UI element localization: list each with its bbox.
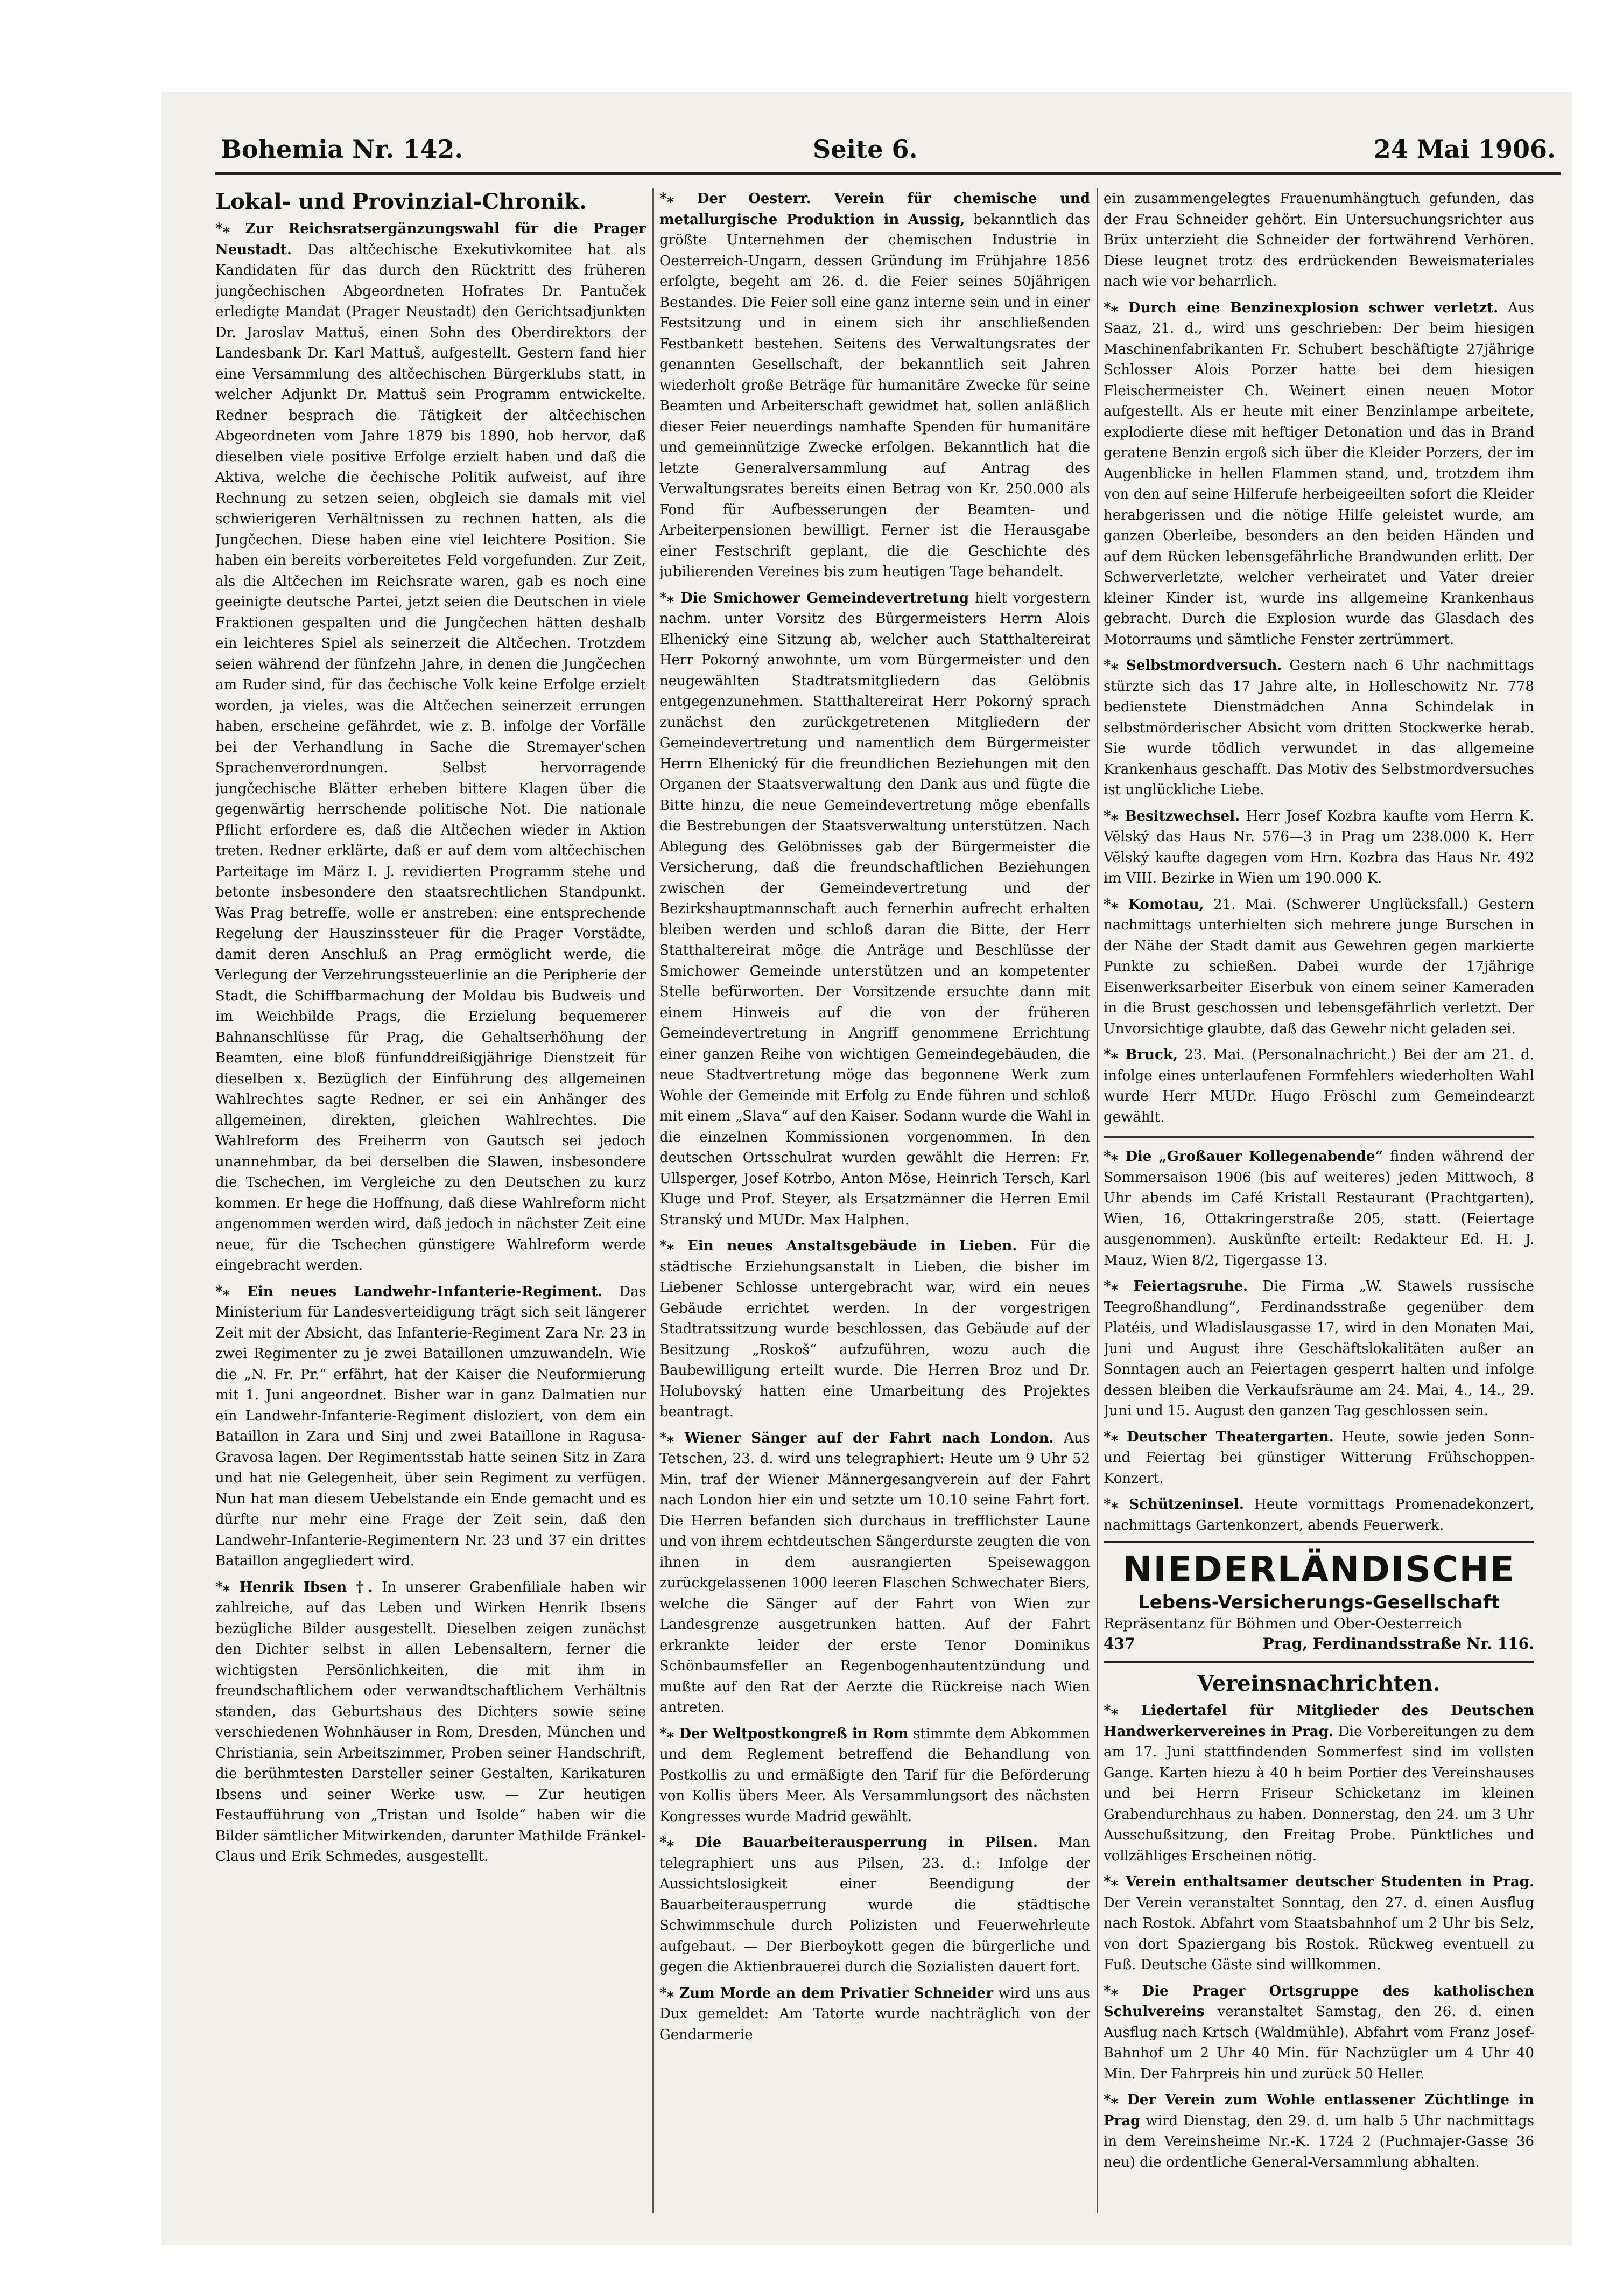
section-title: Vereinsnachrichten.: [1197, 1671, 1441, 1696]
article-heading: Der Weltpostkongreß in Rom: [679, 1725, 909, 1742]
article-heading: Ein neues Landwehr-Infanterie-Regiment.: [247, 1283, 603, 1300]
article-heading: Die Bauarbeiterausperrung in Pilsen.: [695, 1835, 1038, 1851]
column-1: [215, 188, 646, 2224]
issue-date: 24 Mai 1906.: [1373, 135, 1556, 164]
article: *⁎ Besitzwechsel. Herr Josef Kozbra kaufte vom Herrn K. Vělský das Haus Nr. 576—3 in Prag um 238.000 K. Herr Vělský kaufte dagegen vom Hrn. Kozbra das Haus Nr. 492 im VIII. Bezirke in Wien um 190.000 K.: [1104, 808, 1534, 886]
article-heading: Bruck,: [1125, 1047, 1178, 1063]
article-body: bekanntlich das größte Unternehmen der chemischen Industrie in Oesterreich-Ungarn, dessen Gründung im Frühjahre 1856 erfolgte, begeht am 26. d. die Feier seines 50jährigen Bestandes. Die Feier soll eine ganz interne sein und in einer Festsitzung und in einem sich ihr anschließenden Festbankett bestehen. Seitens des Verwaltungsrates der genannten Gesellschaft, der bekanntlich seit Jahren wiederholt große Beträge für humanitäre Zwecke für seine Beamten und Arbeiterschaft gewidmet hat, sollen anläßlich dieser Feier neuerdings namhafte Spenden für humanitäre und gemeinnützige Zwecke erfolgen. Bekanntlich hat die letzte Generalversammlung auf Antrag des Verwaltungsrates bereits einen Betrag von Kr. 250.000 als Fond für Aufbesserungen der Beamten- und Arbeiterpensionen bewilligt. Ferner ist die Herausgabe einer Festschrift geplant, die die Geschichte des jubilierenden Vereines bis zum heutigen Tage behandelt.: [659, 211, 1090, 580]
ad-company-name: NIEDERLÄNDISCHE: [1122, 1549, 1515, 1590]
ad-address: Prag, Ferdinandsstraße Nr. 116.: [1262, 1635, 1534, 1653]
club-notice: *⁎ Die Prager Ortsgruppe des katholischen Schulvereins veranstaltet Samstag, den 26. d. einen Ausflug nach Krtsch (Waldmühle). Abfahrt vom Franz Josef-Bahnhof um 2 Uhr 40 Min. für Nachzügler um 4 Uhr 40 Min. Der Fahrpreis hin und zurück 50 Heller.: [1104, 1983, 1534, 2082]
ad-subtitle: Lebens-Versicherungs-Gesellschaft: [1138, 1592, 1500, 1613]
notice: *⁎ Die „Großauer Kollegenabende“ finden während der Sommersaison 1906 (bis auf weiteres) jeden Mittwoch, 8 Uhr abends im Café Kristall Restaurant (Prachtgarten), Wien, 16, Ottakringerstraße 205, statt. (Feiertage ausgenommen). Auskünfte erteilt: Redakteur Ed. H. J. Mauz, Wien 8/2, Tigergasse 13.: [1104, 1149, 1534, 1269]
club-notice-body: wird Dienstag, den 29. d. um halb 5 Uhr nachmittags in dem Vereinsheime Nr.-K. 1724 2 (Puchmajer-Gasse 36 neu) die ordentliche General-Versammlung abhalten.: [1104, 2112, 1534, 2171]
column-3: [1104, 188, 1534, 2224]
club-notice-body: Die Vorbereitungen zu dem am 17. Juni stattfindenden Sommerfest sind im vollsten Gange. Karten hiezu à 40 h beim Portier des Vereinshauses und bei Herrn Friseur Schicketanz im kleinen Grabendurchhaus zu haben. Donnerstag, den 24. um 3 Uhr Ausschußsitzung, den Freitag Probe. Pünktliches und vollzähliges Erscheinen nötig.: [1104, 1723, 1534, 1864]
notice: *⁎ Schützeninsel. Heute vormittags Promenadekonzert, nachmittags Gartenkonzert, abends Feuerwerk.: [1104, 1496, 1534, 1534]
club-notice-body: Der Verein veranstaltet Sonntag, den 27. d. einen Ausflug nach Rostok. Abfahrt vom Staatsbahnhof um 2 Uhr bis Selz, von dort Spaziergang bis Rostok. Rückweg eventuell zu Fuß. Deutsche Gäste sind willkommen.: [1104, 1894, 1534, 1973]
article-heading: Wiener Sänger auf der Fahrt nach London.: [684, 1430, 1054, 1446]
article-body: wird uns aus Dux gemeldet: Am Tatorte wurde nachträglich von der Gendarmerie: [659, 1985, 1090, 2043]
header-rule: [215, 172, 1561, 175]
club-notice-heading: Die Prager Ortsgruppe des katholischen Schulvereins: [1104, 1983, 1534, 2020]
article-heading: Ein neues Anstaltsgebäude in Lieben.: [687, 1238, 1017, 1254]
article-continuation: [1104, 188, 1534, 292]
notice-heading: Schützeninsel.: [1129, 1496, 1244, 1513]
article-body: Das Ministerium für Landesverteidigung trägt sich seit längerer Zeit mit der Absicht, das Infanterie-Regiment Zara Nr. 23 in zwei Regimenter zu je zwei Bataillonen umzuwandeln. Wie die „N. Fr. Pr.“ erfährt, hat der Kaiser die Neuformierung mit 1. Juni angeordnet. Bisher war in ganz Dalmatien nur ein Landwehr-Infanterie-Regiment disloziert, von dem ein Bataillon in Zara und Sinj und zwei Bataillone in Ragusa-Gravosa lagen. Der Regimentsstab hatte seinen Sitz in Zara und hat nie Gelegenheit, über sein Regiment zu verfügen. Nun hat man diesem Uebelstande ein Ende gemacht und es dürfte nur mehr eine Frage der Zeit sein, daß den Landwehr-Infanterie-Regimentern Nr. 23 und 37 ein drittes Bataillon angegliedert wird.: [215, 1283, 646, 1569]
article-heading: Besitzwechsel.: [1125, 808, 1240, 824]
notice-body: Heute vormittags Promenadekonzert, nachmittags Gartenkonzert, abends Feuerwerk.: [1104, 1496, 1534, 1534]
article: *⁎ Bruck, 23. Mai. (Personalnachricht.) Bei der am 21. d. infolge eines unterlaufenen Formfehlers wiederholten Wahl wurde Herr MUDr. Hugo Fröschl zum Gemeindearzt gewählt.: [1104, 1047, 1534, 1125]
article-heading: Zum Morde an dem Privatier Schneider: [679, 1985, 994, 2001]
article-heading: Durch eine Benzinexplosion schwer verletzt.: [1128, 299, 1499, 316]
club-notice: *⁎ Verein enthaltsamer deutscher Studenten in Prag. Der Verein veranstaltet Sonntag, den 27. d. einen Ausflug nach Rostok. Abfahrt vom Staatsbahnhof um 2 Uhr bis Selz, von dort Spaziergang bis Rostok. Rückweg eventuell zu Fuß. Deutsche Gäste sind willkommen.: [1104, 1874, 1534, 1973]
separator-rule: [1104, 1136, 1534, 1138]
article-heading: Die Smichower Gemeindevertretung: [680, 590, 969, 606]
page-number: Seite 6.: [813, 135, 918, 164]
article-heading: Henrik Ibsen †.: [239, 1579, 373, 1595]
article-body: 21. Mai. (Schwerer Unglücksfall.) Gestern nachmittags unterhielten sich mehrere junge Burschen in der Nähe der Stadt damit aus Gewehren gegen markierte Punkte zu schießen. Dabei wurde der 17jährige Eisenwerksarbeiter Eiserbuk von einem seiner Kameraden in die Brust geschossen und lebensgefährlich verletzt. Der Unvorsichtige glaubte, daß das Gewehr nicht geladen sei.: [1104, 896, 1534, 1037]
notice-body: Heute, sowie jeden Sonn- und Feiertag bei günstiger Witterung Frühschoppen-Konzert.: [1104, 1429, 1534, 1487]
article: *⁎ Ein neues Anstaltsgebäude in Lieben. Für die städtische Erziehungsanstalt in Lieben, die bisher im Liebener Schlosse untergebracht war, wird ein neues Gebäude errichtet werden. In der vorgestrigen Stadtratssitzung wurde beschlossen, das Gebäude auf der Besitzung „Roskoš“ aufzuführen, wozu auch die Baubewilligung erteilt wurde. Die Herren Broz und Dr. Holubovský hatten eine Umarbeitung des Projektes beantragt.: [659, 1238, 1090, 1420]
notice: *⁎ Deutscher Theatergarten. Heute, sowie jeden Sonn- und Feiertag bei günstiger Witterung Frühschoppen-Konzert.: [1104, 1429, 1534, 1487]
article-body: stimmte dem Abkommen und dem Reglement betreffend die Behandlung von Postkollis zu und ermäßigte den Tarif für die Beförderung von Kollis übers Meer. Als Versammlungsort des nächsten Kongresses wurde Madrid gewählt.: [659, 1725, 1090, 1825]
article-body: Aus Tetschen, 23. d. wird uns telegraphiert: Heute um 9 Uhr 52 Min. traf der Wiener Männergesangverein auf der Fahrt nach London hier ein und setzte um 10.10 seine Fahrt fort. Die Herren befanden sich durchaus in trefflichster Laune und von ihrem echtdeutschen Sängerdurste zeugten die von ihnen in dem ausrangierten Speisewaggon zurückgelassenen 1000 leeren Flaschen Schwechater Biers, welche die Sänger auf der Fahrt von Wien zur Landesgrenze ausgetrunken hatten. Auf der Fahrt erkrankte leider der erste Tenor Dominikus Schönbaumsfeller an Regenbogenhautentzündung und mußte auf den Rat der Aerzte die Rückreise nach Wien antreten.: [659, 1430, 1090, 1716]
ad-representation: Repräsentanz für Böhmen und Ober-Oesterreich: [1104, 1615, 1463, 1632]
article-heading: Zur Reichsratsergänzungswahl für die Prager Neustadt.: [215, 221, 646, 258]
notice-body: finden während der Sommersaison 1906 (bis auf weiteres) jeden Mittwoch, 8 Uhr abends im Café Kristall Restaurant (Prachtgarten), Wien, 16, Ottakringerstraße 205, statt. (Feiertage ausgenommen). Auskünfte erteilt: Redakteur Ed. H. J. Mauz, Wien 8/2, Tigergasse 13.: [1104, 1149, 1534, 1269]
article-body: Das altčechische Exekutivkomitee hat als Kandidaten für das durch den Rücktritt des früheren jungčechischen Abgeordneten Hofrates Dr. Pantuček erledigte Mandat (Prager Neustadt) den Gerichtsadjunkten Dr. Jaroslav Mattuš, einen Sohn des Oberdirektors der Landesbank Dr. Karl Mattuš, aufgestellt. Gestern fand hier eine Versammlung des altčechischen Bürgerklubs statt, in welcher Adjunkt Dr. Mattuš sein Programm entwickelte. Redner besprach die Tätigkeit der altčechischen Abgeordneten vom Jahre 1879 bis 1890, hob hervor, daß dieselben viele positive Erfolge erzielt haben und daß die Aktiva, welche die čechische Politik aufweist, auf ihre Rechnung zu setzen seien, obgleich sie damals mit viel schwierigeren Verhältnissen zu rechnen hatten, als die Jungčechen. Diese haben eine viel leichtere Position. Sie haben ein bereits vorbereitetes Feld vorgefunden. Zur Zeit, als die Altčechen im Reichsrate waren, gab es noch eine geeinigte deutsche Partei, jetzt seien die Deutschen in viele Fraktionen gespalten und die Jungčechen hätten deshalb ein leichteres Spiel als seinerzeit die Altčechen. Trotzdem seien während der fünfzehn Jahre, in denen die Jungčechen am Ruder sind, für das čechische Volk keine Erfolge erzielt worden, ja vieles, was die Altčechen seinerzeit errungen haben, erscheine gefährdet, wie z. B. infolge der Vorfälle bei der Verhandlung in Sache die Stremayer'schen Sprachenverordnungen. Selbst hervorragende jungčechische Blätter erheben bittere Klagen über die gegenwärtig herrschende politische Not. Die nationale Pflicht erfordere es, daß die Altčechen wieder in Aktion treten. Redner erklärte, daß er auf dem vom altčechischen Parteitage im März I. J. revidierten Programm stehe und betonte insbesondere den staatsrechtlichen Standpunkt. Was Prag betreffe, wolle er anstreben: eine entsprechende Regelung der Hauszinssteuer für die Prager Vorstädte, damit deren Anschluß an Prag ermöglicht werde, die Verlegung der Verzehrungssteuerlinie an die Peripherie der Stadt, die Schiffbarmachung der Moldau bis Budweis und im Weichbilde Prags, die Erzielung bequemerer Bahnanschlüsse für Prag, die Gehaltserhöhung der Beamten, eine bloß fünfunddreißigjährige Dienstzeit für dieselben x. Bezüglich der Einführung des allgemeinen Wahlrechtes sagte Redner, er sei ein Anhänger des allgemeinen, direkten, gleichen Wahlrechtes. Die Wahlreform des Freiherrn von Gautsch sei jedoch unannehmbar, da bei derselben die Slawen, insbesondere die Tschechen, im Vergleiche zu den Deutschen zu kurz kommen. Er hege die Hoffnung, daß diese Wahlreform nicht angenommen werden wird, daß jedoch in nächster Zeit eine neue, für die Tschechen günstigere Wahlreform werde eingebracht werden.: [215, 241, 646, 1273]
article: *⁎ Komotau, 21. Mai. (Schwerer Unglücksfall.) Gestern nachmittags unterhielten sich mehrere junge Burschen in der Nähe der Stadt damit aus Gewehren gegen markierte Punkte zu schießen. Dabei wurde der 17jährige Eisenwerksarbeiter Eiserbuk von einem seiner Kameraden in die Brust geschossen und lebensgefährlich verletzt. Der Unvorsichtige glaubte, daß das Gewehr nicht geladen sei.: [1104, 896, 1534, 1037]
article: *⁎ Ein neues Landwehr-Infanterie-Regiment. Das Ministerium für Landesverteidigung trägt sich seit längerer Zeit mit der Absicht, das Infanterie-Regiment Zara Nr. 23 in zwei Regimenter zu je zwei Bataillonen umzuwandeln. Wie die „N. Fr. Pr.“ erfährt, hat der Kaiser die Neuformierung mit 1. Juni angeordnet. Bisher war in ganz Dalmatien nur ein Landwehr-Infanterie-Regiment disloziert, von dem ein Bataillon in Zara und Sinj und zwei Bataillone in Ragusa-Gravosa lagen. Der Regimentsstab hatte seinen Sitz in Zara und hat nie Gelegenheit, über sein Regiment zu verfügen. Nun hat man diesem Uebelstande ein Ende gemacht und es dürfte nur mehr eine Frage der Zeit sein, daß den Landwehr-Infanterie-Regimentern Nr. 23 und 37 ein drittes Bataillon angegliedert wird.: [215, 1283, 646, 1569]
article-body: Aus Saaz, 21. d., wird uns geschrieben: Der beim hiesigen Maschinenfabrikanten Fr. Schubert beschäftigte 27jährige Schlosser Alois Porzer hatte bei dem hiesigen Fleischermeister Ch. Weinert einen neuen Motor aufgestellt. Als er heute mit einer Benzinlampe arbeitete, explodierte diese mit heftiger Detonation und das in Brand geratene Benzin ergoß sich über die Kleider Porzers, der im Augenblicke in hellen Flammen stand, und, trotzdem ihm von den auf seine Hilferufe herbeigeeilten sofort die Kleider herabgerissen und die nötige Hilfe geleistet wurde, am ganzen Oberleibe, besonders an den beiden Händen und auf dem Rücken lebensgefährliche Brandwunden erlitt. Der Schwerverletzte, welcher verheiratet und Vater dreier kleiner Kinder ist, wurde ins allgemeine Krankenhaus gebracht. Durch die Explosion wurde das Glasdach des Motorraums und sämtliche Fenster zertrümmert.: [1104, 299, 1534, 648]
club-notice: *⁎ Liedertafel für Mitglieder des Deutschen Handwerkervereines in Prag. Die Vorbereitungen zu dem am 17. Juni stattfindenden Sommerfest sind im vollsten Gange. Karten hiezu à 40 h beim Portier des Vereinshauses und bei Herrn Friseur Schicketanz im kleinen Grabendurchhaus zu haben. Donnerstag, den 24. um 3 Uhr Ausschußsitzung, den Freitag Probe. Pünktliches und vollzähliges Erscheinen nötig.: [1104, 1703, 1534, 1864]
article-body: hielt vorgestern nachm. unter Vorsitz des Bürgermeisters Herrn Alois Elhenický eine Sitzung ab, welcher auch Statthaltereirat Herr Pokorný anwohnte, um vom Bürgermeister und den neugewählten Stadtratsmitgliedern das Gelöbnis entgegenzunehmen. Statthaltereirat Herr Pokorný sprach zunächst den zurückgetretenen Mitgliedern der Gemeindevertretung und namentlich dem Bürgermeister Herrn Elhenický für die freundlichen Beziehungen mit den Organen der Staatsverwaltung den Dank aus und fügte die Bitte hinzu, die neue Gemeindevertretung möge ebenfalls die Bestrebungen der Staatsverwaltung unterstützen. Nach Ablegung des Gelöbnisses gab der Bürgermeister die Versicherung, daß die freundschaftlichen Beziehungen zwischen der Gemeindevertretung und der Bezirkshauptmannschaft auch fernerhin aufrecht erhalten bleiben werden und schloß daran die Bitte, der Herr Statthaltereirat möge die Anträge und Beschlüsse der Smichower Gemeinde unterstützen und an kompetenter Stelle befürworten. Der Vorsitzende ersuchte dann mit einem Hinweis auf die von der früheren Gemeindevertretung in Angriff genommene Errichtung einer ganzen Reihe von wichtigen Gemeindegebäuden, die neue Stadtvertretung möge das begonnene Werk zum Wohle der Gemeinde mit Erfolg zu Ende führen und schloß mit einem „Slava“ auf den Kaiser. Sodann wurde die Wahl in die einzelnen Kommissionen vorgenommen. In den deutschen Ortsschulrat wurden gewählt die Herren: Fr. Ullsperger, Josef Kotrbo, Anton Möse, Heinrich Tersch, Karl Kluge und Prof. Steyer, als Ersatzmänner die Herren Emil Stranský und MUDr. Max Halphen.: [659, 590, 1090, 1228]
article: *⁎ Zur Reichsratsergänzungswahl für die Prager Neustadt. Das altčechische Exekutivkomitee hat als Kandidaten für das durch den Rücktritt des früheren jungčechischen Abgeordneten Hofrates Dr. Pantuček erledigte Mandat (Prager Neustadt) den Gerichtsadjunkten Dr. Jaroslav Mattuš, einen Sohn des Oberdirektors der Landesbank Dr. Karl Mattuš, aufgestellt. Gestern fand hier eine Versammlung des altčechischen Bürgerklubs statt, in welcher Adjunkt Dr. Mattuš sein Programm entwickelte. Redner besprach die Tätigkeit der altčechischen Abgeordneten vom Jahre 1879 bis 1890, hob hervor, daß dieselben viele positive Erfolge erzielt haben und daß die Aktiva, welche die čechische Politik aufweist, auf ihre Rechnung zu setzen seien, obgleich sie damals mit viel schwierigeren Verhältnissen zu rechnen hatten, als die Jungčechen. Diese haben eine viel leichtere Position. Sie haben ein bereits vorbereitetes Feld vorgefunden. Zur Zeit, als die Altčechen im Reichsrate waren, gab es noch eine geeinigte deutsche Partei, jetzt seien die Deutschen in viele Fraktionen gespalten und die Jungčechen hätten deshalb ein leichteres Spiel als seinerzeit die Altčechen. Trotzdem seien während der fünfzehn Jahre, in denen die Jungčechen am Ruder sind, für das čechische Volk keine Erfolge erzielt worden, ja vieles, was die Altčechen seinerzeit errungen haben, erscheine gefährdet, wie z. B. infolge der Vorfälle bei der Verhandlung in Sache die Stremayer'schen Sprachenverordnungen. Selbst hervorragende jungčechische Blätter erheben bittere Klagen über die gegenwärtig herrschende politische Not. Die nationale Pflicht erfordere es, daß die Altčechen wieder in Aktion treten. Redner erklärte, daß er auf dem vom altčechischen Parteitage im März I. J. revidierten Programm stehe und betonte insbesondere den staatsrechtlichen Standpunkt. Was Prag betreffe, wolle er anstreben: eine entsprechende Regelung der Hauszinssteuer für die Prager Vorstädte, damit deren Anschluß an Prag ermöglicht werde, die Verlegung der Verzehrungssteuerlinie an die Peripherie der Stadt, die Schiffbarmachung der Moldau bis Budweis und im Weichbilde Prags, die Erzielung bequemerer Bahnanschlüsse für Prag, die Gehaltserhöhung der Beamten, eine bloß fünfunddreißigjährige Dienstzeit für dieselben x. Bezüglich der Einführung des allgemeinen Wahlrechtes sagte Redner, er sei ein Anhänger des allgemeinen, direkten, gleichen Wahlrechtes. Die Wahlreform des Freiherrn von Gautsch sei jedoch unannehmbar, da bei derselben die Slawen, insbesondere die Tschechen, im Vergleiche zu den Deutschen zu kurz kommen. Er hege die Hoffnung, daß diese Wahlreform nicht angenommen werden wird, daß jedoch in nächster Zeit eine neue, für die Tschechen günstigere Wahlreform werde eingebracht werden.: [215, 221, 646, 1273]
article: *⁎ Der Oesterr. Verein für chemische und metallurgische Produktion in Aussig, bekanntlich das größte Unternehmen der chemischen Industrie in Oesterreich-Ungarn, dessen Gründung im Frühjahre 1856 erfolgte, begeht am 26. d. die Feier seines 50jährigen Bestandes. Die Feier soll eine ganz interne sein und in einer Festsitzung und in einem sich ihr anschließenden Festbankett bestehen. Seitens des Verwaltungsrates der genannten Gesellschaft, der bekanntlich seit Jahren wiederholt große Beträge für humanitäre Zwecke für seine Beamten und Arbeiterschaft gewidmet hat, sollen anläßlich dieser Feier neuerdings namhafte Spenden für humanitäre und gemeinnützige Zwecke erfolgen. Bekanntlich hat die letzte Generalversammlung auf Antrag des Verwaltungsrates bereits einen Betrag von Kr. 250.000 als Fond für Aufbesserungen der Beamten- und Arbeiterpensionen bewilligt. Ferner ist die Herausgabe einer Festschrift geplant, die die Geschichte des jubilierenden Vereines bis zum heutigen Tage behandelt.: [659, 191, 1090, 580]
article-body: Man telegraphiert uns aus Pilsen, 23. d.: Infolge der Aussichtslosigkeit einer Beendigung der Bauarbeiterausperrung wurde die städtische Schwimmschule durch Polizisten und Feuerwehrleute aufgebaut. — Der Bierboykott gegen die bürgerliche und gegen die Aktienbrauerei durch die Sozialisten dauert fort.: [659, 1835, 1090, 1975]
article-body: Herr Josef Kozbra kaufte vom Herrn K. Vělský das Haus Nr. 576—3 in Prag um 238.000 K. Herr Vělský kaufte dagegen vom Hrn. Kozbra das Haus Nr. 492 im VIII. Bezirke in Wien um 190.000 K.: [1104, 808, 1534, 886]
notice-body: Die Firma „W. Stawels russische Teegroßhandlung“, Ferdinandsstraße gegenüber dem Platéis, und Wladislausgasse 17, wird in den Monaten Mai, Juni und August ihre Geschäftslokalitäten außer an Sonntagen auch an Feiertagen gesperrt halten und infolge dessen bleiben die Verkaufsräume am 24. Mai, 4., 14., 29. Juni und 15. August den ganzen Tag geschlossen sein.: [1104, 1278, 1534, 1419]
page-header: [221, 135, 1556, 183]
section-title: Lokal- und Provinzial-Chronik.: [215, 189, 587, 214]
column-divider: [1097, 188, 1098, 2213]
article: *⁎ Durch eine Benzinexplosion schwer verletzt. Aus Saaz, 21. d., wird uns geschrieben: Der beim hiesigen Maschinenfabrikanten Fr. Schubert beschäftigte 27jährige Schlosser Alois Porzer hatte bei dem hiesigen Fleischermeister Ch. Weinert einen neuen Motor aufgestellt. Als er heute mit einer Benzinlampe arbeitete, explodierte diese mit heftiger Detonation und das in Brand geratene Benzin ergoß sich über die Kleider Porzers, der im Augenblicke in hellen Flammen stand, und, trotzdem ihm von den auf seine Hilferufe herbeigeeilten sofort die Kleider herabgerissen und die nötige Hilfe geleistet wurde, am ganzen Oberleibe, besonders an den beiden Händen und auf dem Rücken lebensgefährliche Brandwunden erlitt. Der Schwerverletzte, welcher verheiratet und Vater dreier kleiner Kinder ist, wurde ins allgemeine Krankenhaus gebracht. Durch die Explosion wurde das Glasdach des Motorraums und sämtliche Fenster zertrümmert.: [1104, 299, 1534, 648]
ad-address-row: [1104, 1634, 1534, 1654]
club-notice-heading: Der Verein zum Wohle entlassener Züchtlinge in Prag: [1104, 2092, 1534, 2129]
club-notice-heading: Liedertafel für Mitglieder des Deutschen Handwerkervereines in Prag.: [1104, 1703, 1534, 1740]
article: *⁎ Die Bauarbeiterausperrung in Pilsen. Man telegraphiert uns aus Pilsen, 23. d.: Infolge der Aussichtslosigkeit einer Beendigung der Bauarbeiterausperrung wurde die städtische Schwimmschule durch Polizisten und Feuerwehrleute aufgebaut. — Der Bierboykott gegen die bürgerliche und gegen die Aktienbrauerei durch die Sozialisten dauert fort.: [659, 1835, 1090, 1975]
article: *⁎ Zum Morde an dem Privatier Schneider wird uns aus Dux gemeldet: Am Tatorte wurde nachträglich von der Gendarmerie: [659, 1985, 1090, 2043]
article-body: ein zusammengelegtes Frauenumhängtuch gefunden, das der Frau Schneider gehört. Ein Untersuchungsrichter aus Brüx unterzieht die Schneider der fortwährend Verhören. Diese leugnet trotz des erdrückenden Beweismateriales nach wie vor beharrlich.: [1104, 191, 1534, 290]
club-notice-body: veranstaltet Samstag, den 26. d. einen Ausflug nach Krtsch (Waldmühle). Abfahrt vom Franz Josef-Bahnhof um 2 Uhr 40 Min. für Nachzügler um 4 Uhr 40 Min. Der Fahrpreis hin und zurück 50 Heller.: [1104, 2004, 1534, 2082]
article: *⁎ Wiener Sänger auf der Fahrt nach London. Aus Tetschen, 23. d. wird uns telegraphiert: Heute um 9 Uhr 52 Min. traf der Wiener Männergesangverein auf der Fahrt nach London hier ein und setzte um 10.10 seine Fahrt fort. Die Herren befanden sich durchaus in trefflichster Laune und von ihrem echtdeutschen Sängerdurste zeugten die von ihnen in dem ausrangierten Speisewaggon zurückgelassenen 1000 leeren Flaschen Schwechater Biers, welche die Sänger auf der Fahrt von Wien zur Landesgrenze ausgetrunken hatten. Auf der Fahrt erkrankte leider der erste Tenor Dominikus Schönbaumsfeller an Regenbogenhautentzündung und mußte auf den Rat der Aerzte die Rückreise nach Wien antreten.: [659, 1430, 1090, 1716]
club-notice-heading: Verein enthaltsamer deutscher Studenten in Prag.: [1126, 1874, 1534, 1890]
article: *⁎ Selbstmordversuch. Gestern nach 6 Uhr nachmittags stürzte sich das 17 Jahre alte, in Holleschowitz Nr. 778 bedienstete Dienstmädchen Anna Schindelak in selbstmörderischer Absicht vom dritten Stockwerke herab. Sie wurde tödlich verwundet in das allgemeine Krankenhaus geschafft. Das Motiv des Selbstmordversuches ist unglückliche Liebe.: [1104, 657, 1534, 798]
insurance-advertisement: [1104, 1541, 1534, 1663]
notice: *⁎ Feiertagsruhe. Die Firma „W. Stawels russische Teegroßhandlung“, Ferdinandsstraße gegenüber dem Platéis, und Wladislausgasse 17, wird in den Monaten Mai, Juni und August ihre Geschäftslokalitäten außer an Sonntagen auch an Feiertagen gesperrt halten und infolge dessen bleiben die Verkaufsräume am 24. Mai, 4., 14., 29. Juni und 15. August den ganzen Tag geschlossen sein.: [1104, 1278, 1534, 1419]
publication-name: Bohemia Nr. 142.: [221, 135, 463, 164]
newspaper-page: [161, 92, 1572, 2245]
ad-number: 437: [1104, 1635, 1135, 1653]
article-heading: Der Oesterr. Verein für chemische und metallurgische Produktion in Aussig,: [659, 191, 1090, 228]
notice-heading: Feiertagsruhe.: [1133, 1278, 1248, 1294]
article-body: In unserer Grabenfiliale haben wir zahlreiche, auf das Leben und Wirken Henrik Ibsens bezügliche Bilder ausgestellt. Dieselben zeigen zunächst den Dichter selbst in allen Lebensaltern, ferner die wichtigsten Persönlichkeiten, die mit ihm in freundschaftlichem oder verwandtschaftlichem Verhältnis standen, das Geburtshaus des Dichters sowie seine verschiedenen Wohnhäuser in Rom, Dresden, München und Christiania, sein Arbeitszimmer, Proben seiner Handschrift, die berühmtesten Darsteller seiner Gestalten, Karikaturen Ibsens und seiner Werke usw. — Zur heutigen Festaufführung von „Tristan und Isolde“ haben wir die Bilder sämtlicher Mitwirkenden, darunter Mathilde Fränkel-Claus und Erik Schmedes, ausgestellt.: [215, 1579, 646, 1865]
article-body: 23. Mai. (Personalnachricht.) Bei der am 21. d. infolge eines unterlaufenen Formfehlers wiederholten Wahl wurde Herr MUDr. Hugo Fröschl zum Gemeindearzt gewählt.: [1104, 1047, 1534, 1125]
notice-heading: Deutscher Theatergarten.: [1127, 1429, 1334, 1445]
article: *⁎ Henrik Ibsen †. In unserer Grabenfiliale haben wir zahlreiche, auf das Leben und Wirken Henrik Ibsens bezügliche Bilder ausgestellt. Dieselben zeigen zunächst den Dichter selbst in allen Lebensaltern, ferner die wichtigsten Persönlichkeiten, die mit ihm in freundschaftlichem oder verwandtschaftlichem Verhältnis standen, das Geburtshaus des Dichters sowie seine verschiedenen Wohnhäuser in Rom, Dresden, München und Christiania, sein Arbeitszimmer, Proben seiner Handschrift, die berühmtesten Darsteller seiner Gestalten, Karikaturen Ibsens und seiner Werke usw. — Zur heutigen Festaufführung von „Tristan und Isolde“ haben wir die Bilder sämtlicher Mitwirkenden, darunter Mathilde Fränkel-Claus und Erik Schmedes, ausgestellt.: [215, 1579, 646, 1865]
club-notice: *⁎ Der Verein zum Wohle entlassener Züchtlinge in Prag wird Dienstag, den 29. d. um halb 5 Uhr nachmittags in dem Vereinsheime Nr.-K. 1724 2 (Puchmajer-Gasse 36 neu) die ordentliche General-Versammlung abhalten.: [1104, 2092, 1534, 2171]
article: *⁎ Der Weltpostkongreß in Rom stimmte dem Abkommen und dem Reglement betreffend die Behandlung von Postkollis zu und ermäßigte den Tarif für die Beförderung von Kollis übers Meer. Als Versammlungsort des nächsten Kongresses wurde Madrid gewählt.: [659, 1725, 1090, 1825]
column-2: [659, 188, 1090, 2224]
notice-heading: Die „Großauer Kollegenabende“: [1125, 1149, 1383, 1165]
article: *⁎ Die Smichower Gemeindevertretung hielt vorgestern nachm. unter Vorsitz des Bürgermeisters Herrn Alois Elhenický eine Sitzung ab, welcher auch Statthaltereirat Herr Pokorný anwohnte, um vom Bürgermeister und den neugewählten Stadtratsmitgliedern das Gelöbnis entgegenzunehmen. Statthaltereirat Herr Pokorný sprach zunächst den zurückgetretenen Mitgliedern der Gemeindevertretung und namentlich dem Bürgermeister Herrn Elhenický für die freundlichen Beziehungen mit den Organen der Staatsverwaltung den Dank aus und fügte die Bitte hinzu, die neue Gemeindevertretung möge ebenfalls die Bestrebungen der Staatsverwaltung unterstützen. Nach Ablegung des Gelöbnisses gab der Bürgermeister die Versicherung, daß die freundschaftlichen Beziehungen zwischen der Gemeindevertretung und der Bezirkshauptmannschaft auch fernerhin aufrecht erhalten bleiben werden und schloß daran die Bitte, der Herr Statthaltereirat möge die Anträge und Beschlüsse der Smichower Gemeinde unterstützen und an kompetenter Stelle befürworten. Der Vorsitzende ersuchte dann mit einem Hinweis auf die von der früheren Gemeindevertretung in Angriff genommene Errichtung einer ganzen Reihe von wichtigen Gemeindegebäuden, die neue Stadtvertretung möge das begonnene Werk zum Wohle der Gemeinde mit Erfolg zu Ende führen und schloß mit einem „Slava“ auf den Kaiser. Sodann wurde die Wahl in die einzelnen Kommissionen vorgenommen. In den deutschen Ortsschulrat wurden gewählt die Herren: Fr. Ullsperger, Josef Kotrbo, Anton Möse, Heinrich Tersch, Karl Kluge und Prof. Steyer, als Ersatzmänner die Herren Emil Stranský und MUDr. Max Halphen.: [659, 590, 1090, 1228]
article-heading: Selbstmordversuch.: [1126, 657, 1282, 674]
article-body: Für die städtische Erziehungsanstalt in Lieben, die bisher im Liebener Schlosse untergebracht war, wird ein neues Gebäude errichtet werden. In der vorgestrigen Stadtratssitzung wurde beschlossen, das Gebäude auf der Besitzung „Roskoš“ aufzuführen, wozu auch die Baubewilligung erteilt wurde. Die Herren Broz und Dr. Holubovský hatten eine Umarbeitung des Projektes beantragt.: [659, 1238, 1090, 1420]
article-heading: Komotau,: [1128, 896, 1204, 913]
article-body: Gestern nach 6 Uhr nachmittags stürzte sich das 17 Jahre alte, in Holleschowitz Nr. 778 bedienstete Dienstmädchen Anna Schindelak in selbstmörderischer Absicht vom dritten Stockwerke herab. Sie wurde tödlich verwundet in das allgemeine Krankenhaus geschafft. Das Motiv des Selbstmordversuches ist unglückliche Liebe.: [1104, 657, 1534, 798]
column-divider: [652, 188, 654, 2213]
